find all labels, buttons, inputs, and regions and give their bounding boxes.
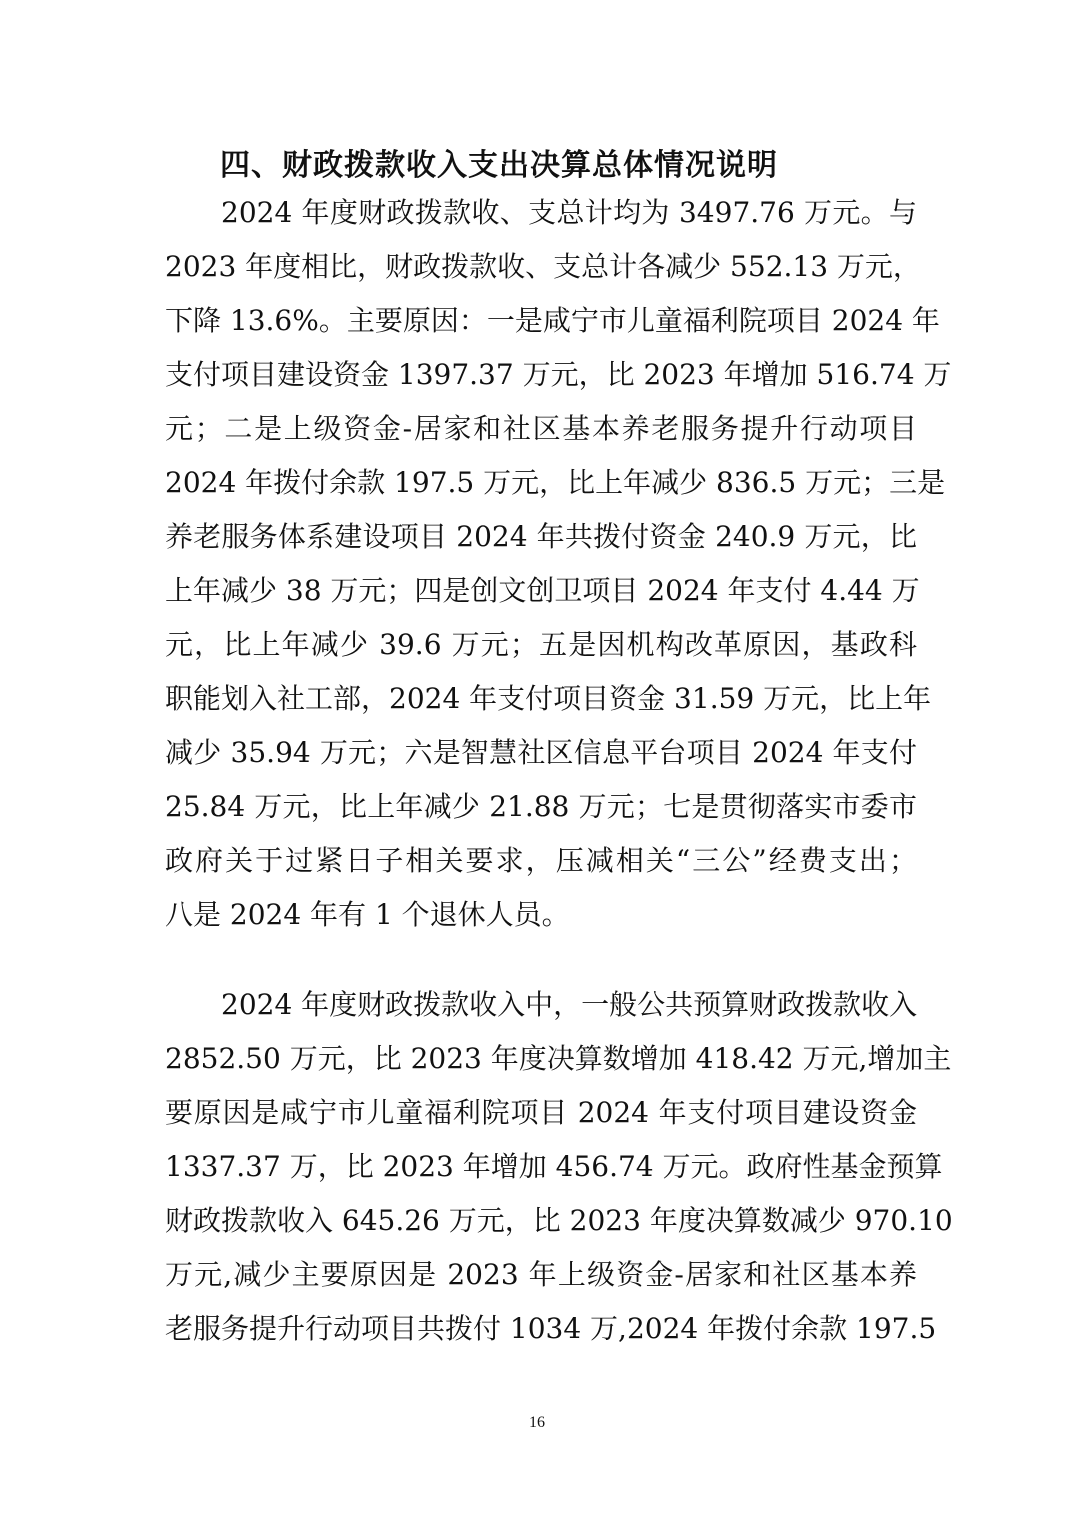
paragraph-line: 政府关于过紧日子相关要求，压减相关“三公”经费支出； xyxy=(165,844,917,877)
paragraph-line: 元；二是上级资金-居家和社区基本养老服务提升行动项目 xyxy=(165,412,917,445)
paragraph-line: 2023 年度相比，财政拨款收、支总计各减少 552.13 万元， xyxy=(165,250,921,283)
section-heading: 四、财政拨款收入支出决算总体情况说明 xyxy=(220,148,778,183)
paragraph-line: 职能划入社工部，2024 年支付项目资金 31.59 万元，比上年 xyxy=(165,682,932,715)
page-number: 16 xyxy=(529,1414,545,1431)
paragraph-line: 2024 年拨付余款 197.5 万元，比上年减少 836.5 万元；三是 xyxy=(165,466,946,499)
paragraph-line: 万元,减少主要原因是 2023 年上级资金-居家和社区基本养 xyxy=(165,1258,917,1291)
paragraph-line: 财政拨款收入 645.26 万元，比 2023 年度决算数减少 970.10 xyxy=(165,1204,953,1237)
paragraph-line: 2852.50 万元，比 2023 年度决算数增加 418.42 万元,增加主 xyxy=(165,1042,952,1075)
paragraph-line: 老服务提升行动项目共拨付 1034 万,2024 年拨付余款 197.5 xyxy=(165,1312,937,1345)
paragraph-overall-explanation xyxy=(165,186,952,942)
paragraph-line: 2024 年度财政拨款收入中，一般公共预算财政拨款收入 xyxy=(221,988,918,1021)
paragraph-line: 要原因是咸宁市儿童福利院项目 2024 年支付项目建设资金 xyxy=(165,1096,917,1129)
paragraph-line: 养老服务体系建设项目 2024 年共拨付资金 240.9 万元，比 xyxy=(165,520,917,553)
paragraph-line: 八是 2024 年有 1 个退休人员。 xyxy=(165,898,570,931)
paragraph-line: 下降 13.6%。主要原因：一是咸宁市儿童福利院项目 2024 年 xyxy=(165,304,940,337)
paragraph-line: 元，比上年减少 39.6 万元；五是因机构改革原因，基政科 xyxy=(165,628,917,661)
paragraph-revenue-breakdown xyxy=(165,978,953,1356)
paragraph-line: 上年减少 38 万元；四是创文创卫项目 2024 年支付 4.44 万 xyxy=(165,574,920,607)
paragraph-line: 减少 35.94 万元；六是智慧社区信息平台项目 2024 年支付 xyxy=(165,736,917,769)
paragraph-line: 25.84 万元，比上年减少 21.88 万元；七是贯彻落实市委市 xyxy=(165,790,917,823)
paragraph-line: 1337.37 万，比 2023 年增加 456.74 万元。政府性基金预算 xyxy=(165,1150,943,1183)
paragraph-line: 支付项目建设资金 1397.37 万元，比 2023 年增加 516.74 万 xyxy=(165,358,952,391)
paragraph-line: 2024 年度财政拨款收、支总计均为 3497.76 万元。与 xyxy=(221,196,917,229)
